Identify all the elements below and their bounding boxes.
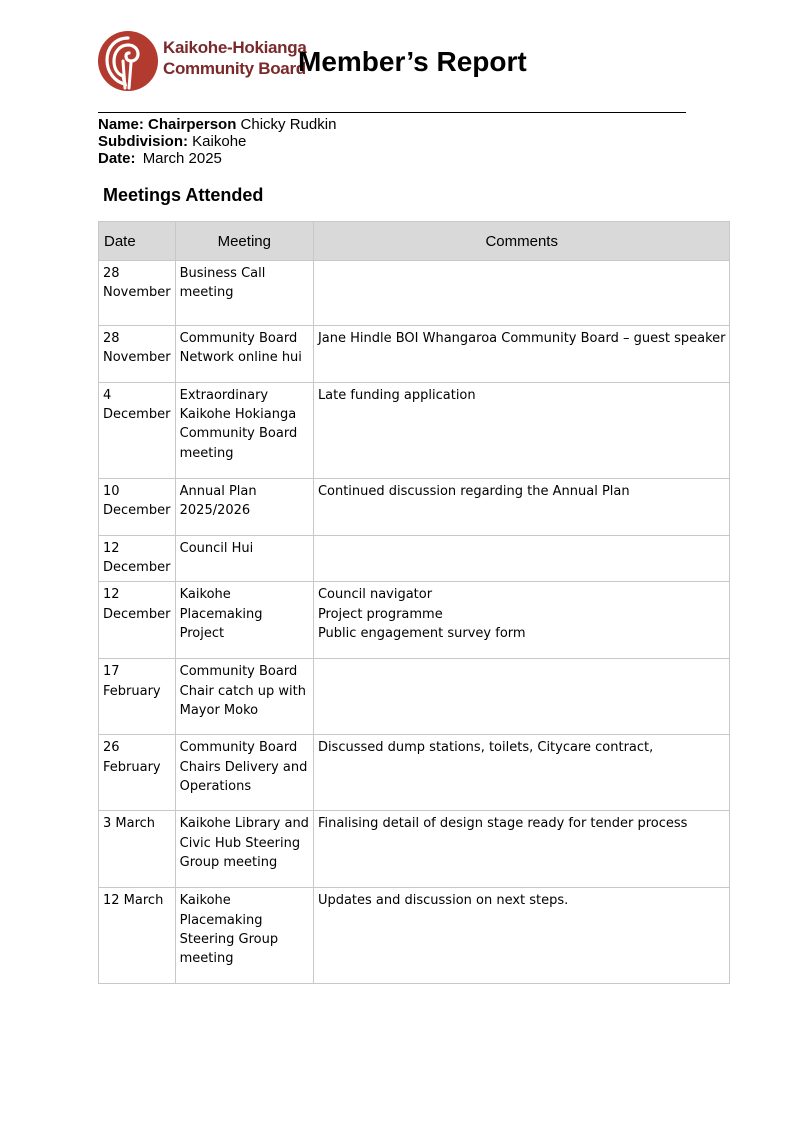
- table-row: [99, 659, 730, 735]
- cell-comments: [313, 582, 730, 659]
- comment-line: Continued discussion regarding the Annual Plan: [317, 484, 630, 499]
- table-header-row: [99, 222, 730, 261]
- cell-date: 12 December: [99, 536, 176, 582]
- cell-comments: [313, 261, 730, 326]
- meeting-line: Community Board: [179, 426, 298, 442]
- meeting-line: Placemaking: [179, 606, 263, 622]
- comment-line: Public engagement survey form: [317, 625, 526, 641]
- cell-comments: [313, 811, 730, 888]
- meeting-line: Mayor Moko: [179, 702, 259, 718]
- cell-comments: [313, 383, 730, 479]
- report-meta: [98, 116, 336, 167]
- subdivision-line: [98, 133, 336, 150]
- column-header-comments: Comments: [313, 222, 730, 261]
- meeting-line: meeting: [179, 951, 234, 967]
- comment-line: Late funding application: [317, 388, 476, 403]
- meeting-line: Operations: [179, 778, 252, 794]
- column-header-meeting: Meeting: [175, 222, 313, 261]
- header-divider: [98, 112, 686, 113]
- meeting-line: 2025/2026: [179, 503, 251, 519]
- cell-meeting: [175, 261, 313, 326]
- cell-meeting: [175, 479, 313, 536]
- comment-line: Jane Hindle BOI Whangaroa Community Board – guest speaker: [317, 331, 726, 346]
- meeting-line: Business Call: [179, 266, 266, 281]
- cell-comments: [313, 659, 730, 735]
- table-row: [99, 479, 730, 536]
- meeting-line: Community Board: [179, 740, 298, 756]
- cell-date: 26 February: [99, 735, 176, 811]
- cell-date: 3 March: [99, 811, 176, 888]
- cell-comments: [313, 536, 730, 582]
- community-board-logo: [97, 30, 159, 92]
- meeting-line: Annual Plan: [179, 484, 257, 499]
- meeting-line: Council Hui: [179, 541, 254, 556]
- meeting-line: meeting: [179, 285, 234, 301]
- table-row: [99, 735, 730, 811]
- meeting-line: meeting: [179, 445, 234, 461]
- meeting-line: Kaikohe Library and: [179, 816, 309, 832]
- cell-meeting: [175, 888, 313, 984]
- cell-meeting: [175, 326, 313, 383]
- date-label: Date:: [98, 150, 136, 167]
- cell-comments: [313, 479, 730, 536]
- table-row: [99, 383, 730, 479]
- cell-meeting: [175, 735, 313, 811]
- table-row: [99, 888, 730, 984]
- meeting-line: Chairs Delivery and: [179, 759, 308, 775]
- name-value: Chicky Rudkin: [240, 116, 337, 133]
- comment-line: Updates and discussion on next steps.: [317, 893, 569, 909]
- org-name: [163, 37, 307, 79]
- name-label: Name: Chairperson: [98, 116, 237, 133]
- name-line: [98, 116, 336, 133]
- meeting-line: Placemaking: [179, 912, 263, 928]
- org-name-line2: Community Board: [163, 59, 306, 78]
- meeting-line: Network online hui: [179, 350, 302, 366]
- page-title: Member’s Report: [298, 46, 527, 77]
- meeting-line: Project: [179, 625, 225, 641]
- meeting-line: Steering Group: [179, 931, 279, 947]
- cell-comments: [313, 735, 730, 811]
- cell-meeting: [175, 536, 313, 582]
- section-heading: Meetings Attended: [103, 185, 264, 205]
- cell-date: 10 December: [99, 479, 176, 536]
- table-row: [99, 582, 730, 659]
- meeting-line: Community Board: [179, 664, 298, 680]
- cell-meeting: [175, 659, 313, 735]
- cell-date: 28 November: [99, 261, 176, 326]
- column-header-date: Date: [99, 222, 176, 261]
- meeting-line: Kaikohe: [179, 893, 231, 909]
- meeting-line: Kaikohe: [179, 587, 231, 603]
- table-row: [99, 536, 730, 582]
- table-row: [99, 811, 730, 888]
- meeting-line: Extraordinary: [179, 388, 269, 403]
- cell-date: 17 February: [99, 659, 176, 735]
- meeting-line: Group meeting: [179, 854, 278, 870]
- date-value: March 2025: [142, 150, 222, 167]
- subdivision-value: Kaikohe: [192, 133, 247, 150]
- cell-date: 12 December: [99, 582, 176, 659]
- cell-date: 12 March: [99, 888, 176, 984]
- cell-comments: [313, 888, 730, 984]
- meetings-table: [98, 221, 730, 984]
- table-row: [99, 261, 730, 326]
- org-name-line1: Kaikohe-Hokianga: [163, 38, 307, 57]
- meeting-line: Chair catch up with: [179, 683, 306, 699]
- cell-comments: [313, 326, 730, 383]
- cell-date: 28 November: [99, 326, 176, 383]
- meeting-line: Community Board: [179, 331, 298, 346]
- cell-meeting: [175, 582, 313, 659]
- comment-line: Project programme: [317, 606, 443, 622]
- table-row: [99, 326, 730, 383]
- comment-line: Discussed dump stations, toilets, Citycare contract,: [317, 740, 654, 756]
- comment-line: Council navigator: [317, 587, 433, 603]
- cell-meeting: [175, 811, 313, 888]
- comment-line: Finalising detail of design stage ready for tender process: [317, 816, 688, 832]
- cell-date: 4 December: [99, 383, 176, 479]
- subdivision-label: Subdivision:: [98, 133, 188, 150]
- cell-meeting: [175, 383, 313, 479]
- meeting-line: Civic Hub Steering: [179, 835, 301, 851]
- meeting-line: Kaikohe Hokianga: [179, 407, 297, 423]
- date-line: [98, 150, 336, 167]
